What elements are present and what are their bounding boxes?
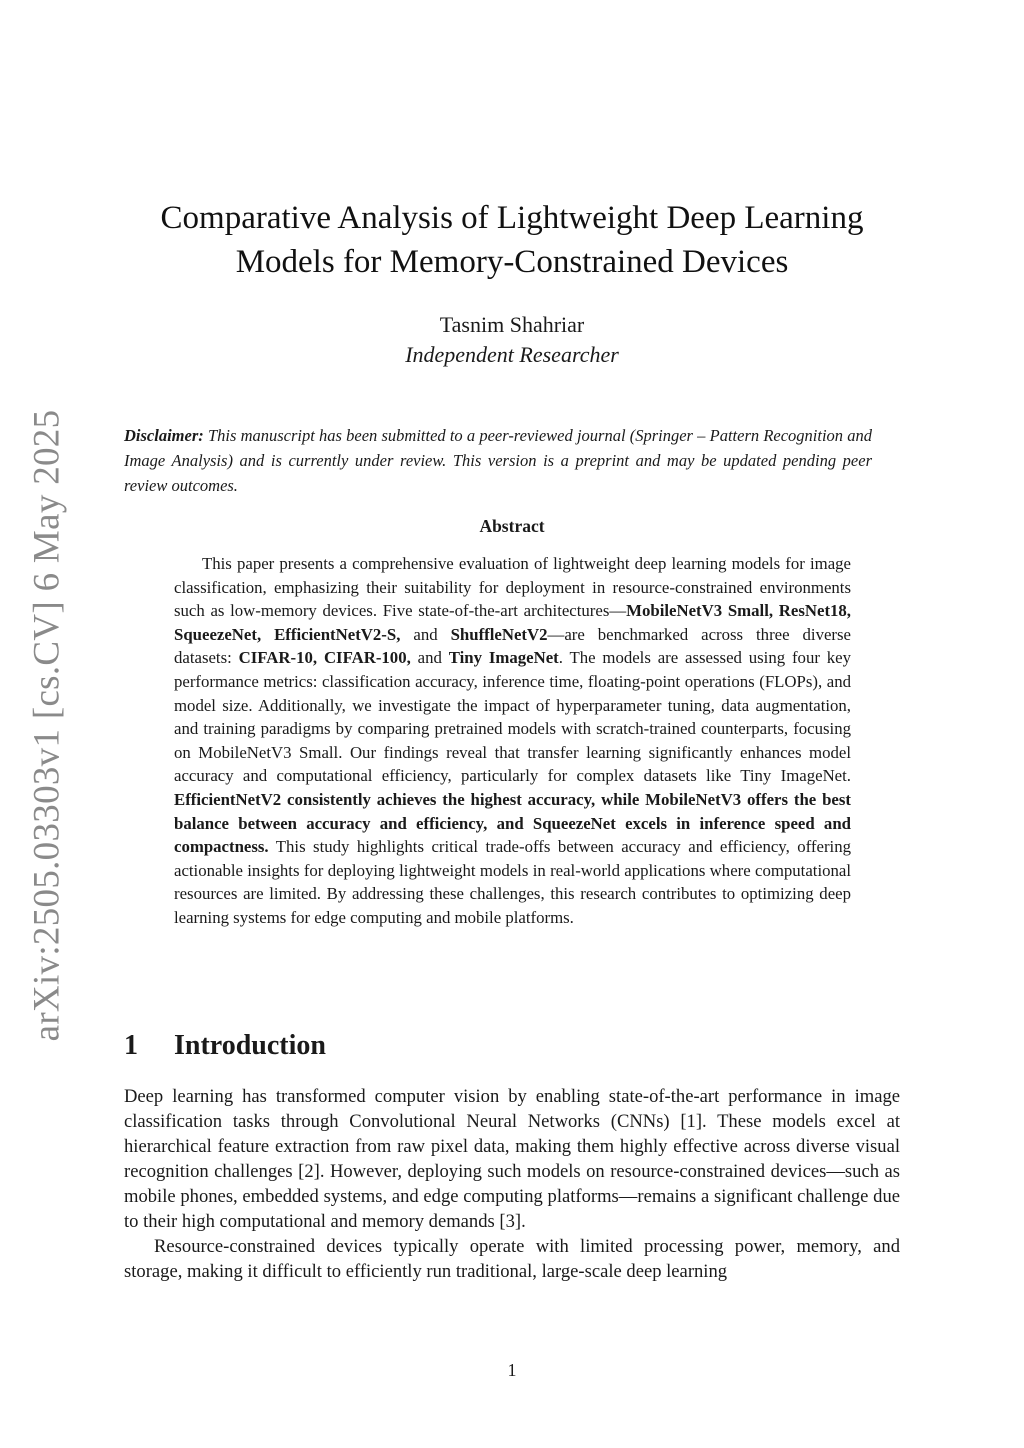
page-number: 1 xyxy=(507,1360,517,1380)
paper-title xyxy=(110,196,914,284)
abstract-text-3: . The models are assessed using four key performance metrics: classification accuracy, inference time, floating-point operations (FLOPs), and model size. Additionally, we investigate the impact of hyperparameter tuning, data augmentation, and training paradigms by comparing pretrained models with scratch-trained counterparts, focusing on MobileNetV3 Small. Our findings reveal that transfer learning significantly enhances model accuracy and computational efficiency, particularly for complex datasets like Tiny ImageNet. xyxy=(174,648,851,786)
abstract-tiny-imagenet: Tiny ImageNet xyxy=(448,648,559,668)
disclaimer-text: This manuscript has been submitted to a peer-reviewed journal (Springer – Pattern Recognition and Image Analysis) and is currently under review. This version is a preprint and may be updated pending peer review outcomes. xyxy=(124,426,872,495)
author-name: Tasnim Shahriar xyxy=(439,312,585,337)
abstract-text-2: —are benchmarked across three diverse datasets: xyxy=(174,624,851,668)
arxiv-identifier xyxy=(18,409,76,1041)
abstract-text-4: This study highlights critical trade-offs between accuracy and efficiency, offering actionable insights for deploying lightweight models in real-world applications where computational resources are limited. By addressing these challenges, this research contributes to optimizing deep learning systems for edge computing and mobile platforms. xyxy=(174,837,851,927)
abstract-datasets: CIFAR-10, CIFAR-100, xyxy=(238,648,411,668)
abstract-body xyxy=(174,552,851,930)
abstract-and-2: and xyxy=(410,648,449,668)
section-title: Introduction xyxy=(174,1030,326,1061)
introduction-body xyxy=(124,1084,900,1284)
intro-paragraph-2: Resource-constrained devices typically operate with limited processing power, memory, and storage, making it difficult to efficiently run traditional, large-scale deep learning xyxy=(124,1236,900,1282)
abstract-shufflenet: ShuffleNetV2 xyxy=(450,624,548,644)
abstract-findings: EfficientNetV2 consistently achieves the highest accuracy, while MobileNetV3 offers the best balance between accuracy and efficiency, and SqueezeNet excels in inference speed and compactness. xyxy=(174,789,851,857)
author-affiliation: Independent Researcher xyxy=(405,342,619,367)
abstract-and-1: and xyxy=(400,624,451,644)
abstract-models: MobileNetV3 Small, ResNet18, SqueezeNet, EfficientNetV2-S, xyxy=(174,601,852,644)
title-line-1: Comparative Analysis of Lightweight Deep Learning xyxy=(160,200,864,236)
title-line-2: Models for Memory-Constrained Devices xyxy=(235,244,789,280)
abstract-heading: Abstract xyxy=(479,516,545,536)
disclaimer-label: Disclaimer: xyxy=(124,426,204,445)
section-heading-introduction xyxy=(124,1030,326,1062)
intro-paragraph-1: Deep learning has transformed computer vision by enabling state-of-the-art performance in image classification tasks through Convolutional Neural Networks (CNNs) [1]. These models excel at hierarchical feature extraction from raw pixel data, making them highly effective across diverse visual recognition challenges [2]. However, deploying such models on resource-constrained devices—such as mobile phones, embedded systems, and edge computing platforms—remains a significant challenge due to their high computational and memory demands [3]. xyxy=(124,1086,900,1232)
abstract-text-1: This paper presents a comprehensive evaluation of lightweight deep learning models for image classification, emphasizing their suitability for deployment in resource-constrained environments such as low-memory devices. Five state-of-the-art architectures— xyxy=(174,554,851,621)
section-number: 1 xyxy=(124,1030,138,1061)
disclaimer xyxy=(124,423,872,498)
arxiv-identifier-text: arXiv:2505.03303v1 [cs.CV] 6 May 2025 xyxy=(26,409,68,1041)
